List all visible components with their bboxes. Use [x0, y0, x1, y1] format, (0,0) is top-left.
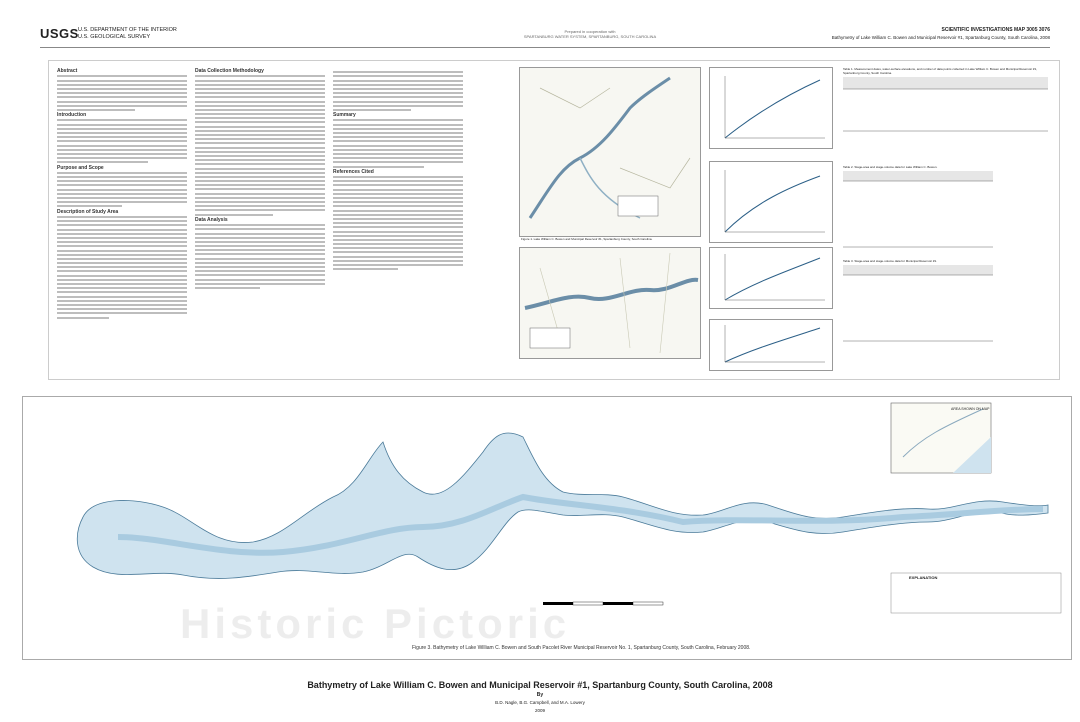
year: 2009 [534, 708, 545, 713]
location-map-lower [520, 248, 700, 358]
stage-area-curve-1 [710, 68, 832, 148]
report-panel [48, 60, 1060, 380]
authors: B.D. Nagle, B.G. Campbell, and M.A. Lowery [495, 700, 585, 705]
inset-map [891, 403, 991, 473]
inset-label: AREA SHOWN ON MAP [951, 407, 990, 411]
header-rule [40, 47, 1050, 48]
figure-1-caption: Figure 1. Lake William C. Bowen and Municipal Reservoir #1, Spartanburg County, South Carolina. [521, 237, 653, 241]
figure-3-caption: Figure 3. Bathymetry of Lake William C. Bowen and South Pacolet River Municipal Reservoir No. 1, Spartanburg County, South Carolina, February 2008. [412, 645, 751, 651]
table-2-grid [843, 169, 993, 249]
introduction-heading: Introduction [57, 112, 87, 119]
table-1 [843, 67, 1048, 134]
stage-volume-curve-2 [710, 320, 832, 370]
figure-2-chart-3 [709, 247, 833, 309]
series-number: SCIENTIFIC INVESTIGATIONS MAP 3005 3076 [941, 27, 1050, 33]
prepared-line2: SPARTANBURG WATER SYSTEM, SPARTANBURG, SOUTH CAROLINA [523, 34, 657, 39]
header [40, 26, 1050, 48]
data-collection-heading: Data Collection Methodology [195, 68, 264, 74]
table-3-grid [843, 263, 993, 343]
table-3 [843, 259, 993, 344]
agency [78, 27, 177, 41]
column-3 [333, 69, 463, 272]
table-2-caption: Table 2. Stage-area and stage-volume data for Lake William C. Bowen. [843, 165, 938, 169]
references-heading: References Cited [333, 168, 374, 175]
map-title: Bathymetry of Lake William C. Bowen and Municipal Reservoir #1, Spartanburg County, South Carolina, 2008 [307, 680, 773, 690]
prepared-in-cooperation [500, 29, 680, 39]
stage-area-curve-2 [710, 248, 832, 308]
abstract-heading: Abstract [57, 68, 78, 74]
figure-2-chart-1 [709, 67, 833, 149]
table-3-caption: Table 3. Stage-area and stage-volume data for Municipal Reservoir #1. [843, 259, 938, 263]
usgs-logo: USGS [40, 26, 79, 41]
by-line: By [536, 692, 544, 698]
figure-1-upper-map [519, 67, 701, 237]
figure-2-chart-4 [709, 319, 833, 371]
watermark: Historic Pictoric [180, 600, 571, 647]
agency-line1: U.S. DEPARTMENT OF THE INTERIOR [78, 27, 177, 33]
table-2 [843, 165, 993, 250]
column-1 [57, 69, 187, 321]
header-subtitle: Bathymetry of Lake William C. Bowen and Municipal Reservoir #1, Spartanburg County, South Carolina, 2008 [831, 35, 1050, 40]
location-map-upper [520, 68, 700, 236]
column-2 [195, 69, 325, 291]
stage-volume-curve-1 [710, 162, 832, 242]
summary-heading: Summary [333, 112, 356, 119]
prepared-line1: Prepared in cooperation with [564, 29, 616, 34]
figure-2-chart-2 [709, 161, 833, 243]
table-1-caption: Table 1. Measurement dates, water-surface elevations, and number of data points collected in Lake William C. Bowen and Municipal Reservoir #1, Spartanburg County, South Carolina. [843, 67, 1038, 75]
study-area-heading: Description of Study Area [57, 208, 119, 215]
agency-line2: U.S. GEOLOGICAL SURVEY [78, 34, 151, 40]
figure-1-lower-map [519, 247, 701, 359]
explanation-heading: EXPLANATION [909, 575, 938, 580]
table-1-grid [843, 75, 1048, 133]
data-analysis-heading: Data Analysis [195, 216, 228, 223]
purpose-heading: Purpose and Scope [57, 164, 104, 171]
